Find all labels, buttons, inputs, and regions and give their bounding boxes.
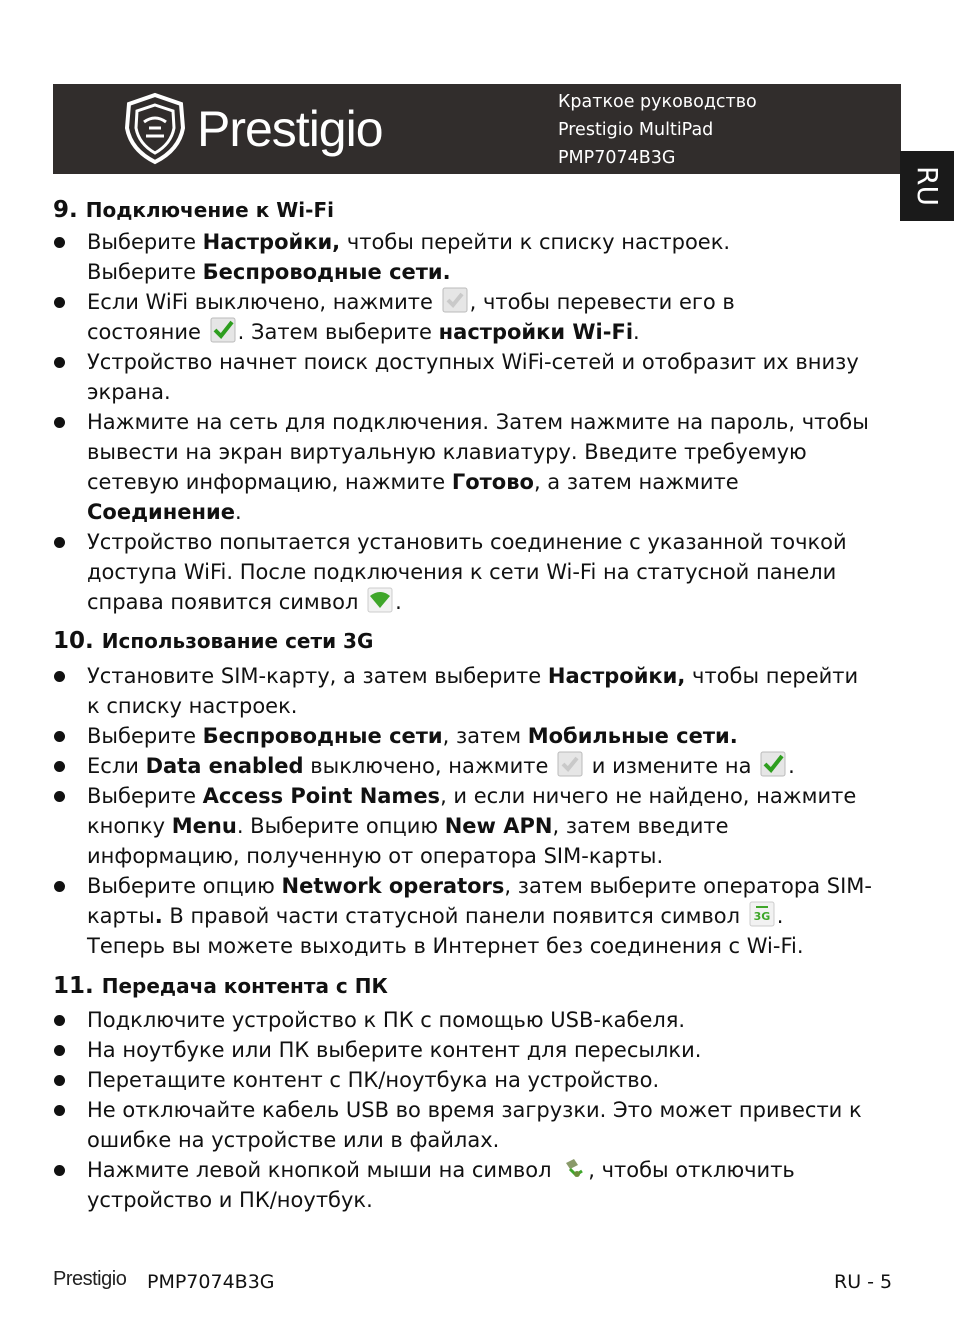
- wifi-signal-icon: [367, 587, 393, 613]
- section-heading-pc-transfer: 11. Передача контента с ПК: [53, 973, 388, 999]
- header-line-model: PMP7074B3G: [558, 148, 676, 168]
- checkbox-checked-icon: [210, 317, 236, 343]
- prestigio-crest-icon: [119, 92, 191, 166]
- header-info: [558, 88, 757, 172]
- footer-model: PMP7074B3G: [147, 1271, 275, 1293]
- list-item: Устройство начнет поиск доступных WiFi-сетей и отобразит их внизу экрана.: [54, 347, 874, 407]
- language-tab-label: RU: [911, 166, 944, 206]
- list-item: Выберите опцию Network operators, затем выберите оператора SIM-карты. В правой части статусной панели появится символ 3G . Теперь вы можете выходить в Интернет без соединения с Wi-Fi.: [54, 871, 874, 961]
- list-item: Нажмите на сеть для подключения. Затем нажмите на пароль, чтобы вывести на экран виртуальную клавиатуру. Введите требуемую сетевую информацию, нажмите Готово, а затем нажмите Соединение.: [54, 407, 874, 527]
- brand-logo-text: Prestigio: [197, 101, 383, 157]
- page-number: RU - 5: [834, 1271, 893, 1293]
- header-line-product: Prestigio MultiPad: [558, 120, 714, 140]
- list-item: Перетащите контент с ПК/ноутбука на устройство.: [54, 1065, 874, 1095]
- list-item: Установите SIM-карту, а затем выберите Настройки, чтобы перейти к списку настроек.: [54, 661, 874, 721]
- 3g-signal-icon: [749, 901, 775, 927]
- svg-text:3G: 3G: [753, 910, 771, 923]
- usb-disconnect-icon: [560, 1155, 586, 1181]
- section-heading-wifi: 9. Подключение к Wi-Fi: [53, 197, 334, 223]
- checkbox-unchecked-icon: [557, 751, 583, 777]
- list-item: Выберите Беспроводные сети, затем Мобильные сети.: [54, 721, 874, 751]
- header-banner: [53, 84, 901, 174]
- section-heading-3g: 10. Использование сети 3G: [53, 628, 374, 654]
- list-item: Не отключайте кабель USB во время загрузки. Это может привести к ошибке на устройстве или в файлах.: [54, 1095, 874, 1155]
- list-item: Устройство попытается установить соединение с указанной точкой доступа WiFi. После подключения к сети Wi-Fi на статусной панели справа появится символ .: [54, 527, 874, 617]
- header-line-guide: Краткое руководство: [558, 92, 757, 112]
- list-item: Выберите Access Point Names, и если ничего не найдено, нажмите кнопку Menu. Выберите опцию New APN, затем введите информацию, полученную от оператора SIM-карты.: [54, 781, 874, 871]
- language-tab: [900, 151, 954, 221]
- list-item: Если Data enabled выключено, нажмите и измените на .: [54, 751, 874, 781]
- list-item: Подключите устройство к ПК с помощью USB-кабеля.: [54, 1005, 874, 1035]
- list-item: Если WiFi выключено, нажмите , чтобы перевести его в состояние . Затем выберите настройки Wi-Fi.: [54, 287, 874, 347]
- footer-brand-logo: Prestigio: [53, 1268, 127, 1290]
- checkbox-unchecked-icon: [442, 287, 468, 313]
- list-item: На ноутбуке или ПК выберите контент для пересылки.: [54, 1035, 874, 1065]
- list-item: Нажмите левой кнопкой мыши на символ , чтобы отключить устройство и ПК/ноутбук.: [54, 1155, 874, 1215]
- list-item: Выберите Настройки, чтобы перейти к списку настроек. Выберите Беспроводные сети.: [54, 227, 874, 287]
- checkbox-checked-icon: [760, 751, 786, 777]
